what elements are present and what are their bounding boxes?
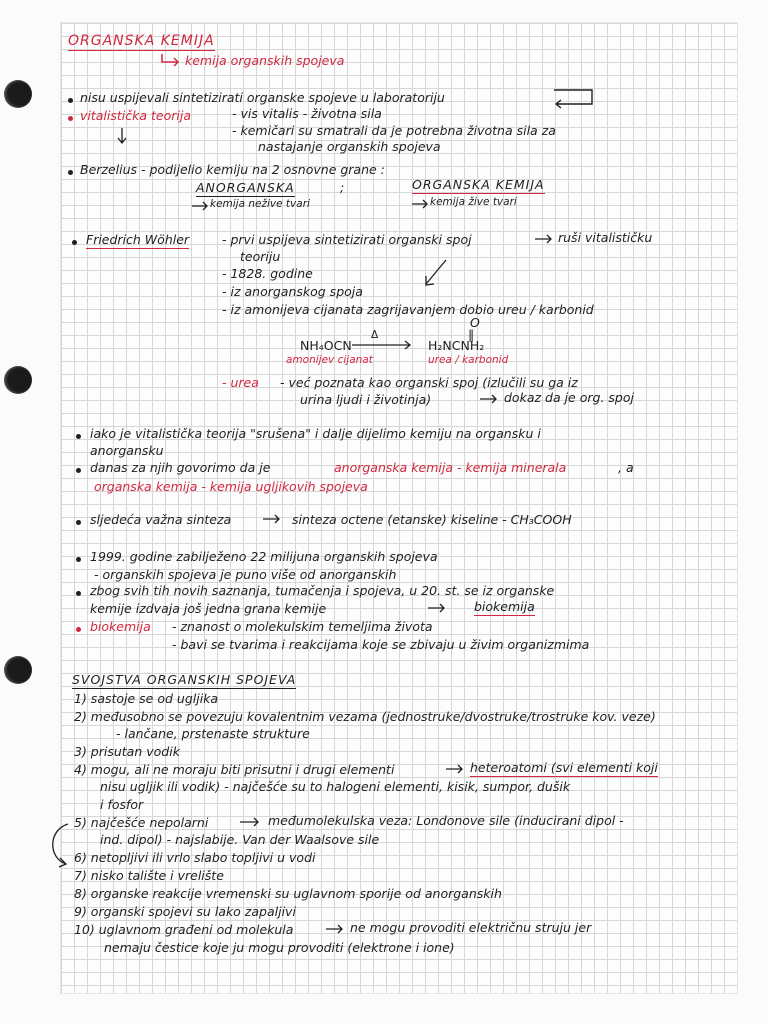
text-line: - iz anorganskog spoja: [222, 284, 363, 299]
text-line: iako je vitalistička teorija "srušena" i dalje dijelimo kemiju na organsku i: [90, 426, 541, 441]
text-line: - već poznata kao organski spoj (izlučili su ga iz: [280, 375, 578, 390]
arrow-icon: [192, 201, 210, 211]
term-urea: - urea: [222, 375, 259, 390]
term-anorganska: ANORGANSKA: [196, 180, 295, 195]
page-title: ORGANSKA KEMIJA: [68, 33, 215, 49]
arrow-icon: [240, 817, 262, 827]
list-item: međumolekulska veza: Londonove sile (inducirani dipol -: [268, 813, 624, 828]
definition: kemija nežive tvari: [210, 198, 310, 210]
return-arrow-icon: [552, 86, 597, 108]
down-arrow-icon: [117, 128, 127, 146]
punch-hole: [4, 80, 32, 108]
bullet-icon: [68, 170, 73, 175]
bullet-icon: [72, 240, 77, 245]
text-line: - vis vitalis - životna sila: [232, 106, 382, 121]
list-item: ne mogu provoditi električnu struju jer: [350, 920, 592, 935]
text-line: nastajanje organskih spojeva: [258, 139, 441, 154]
arrow-icon: [326, 924, 346, 934]
arrow-icon: [535, 234, 555, 244]
double-bond-mark: ‖: [468, 327, 475, 342]
reactant-formula: NH₄OCN: [300, 338, 352, 353]
bullet-icon: [68, 116, 73, 121]
curved-arrow-icon: [46, 822, 72, 868]
text-line: zbog svih tih novih saznanja, tumačenja i spojeva, u 20. st. se iz organske: [90, 583, 555, 598]
text-line: sinteza octene (etanske) kiseline - CH₃COOH: [292, 512, 572, 527]
arrow-icon: [263, 514, 283, 524]
text-line: - znanost o molekulskim temeljima života: [172, 619, 433, 634]
list-item: ind. dipol) - najslabije. Van der Waalsove sile: [100, 832, 380, 847]
text-line: kemije izdvaja još jedna grana kemije: [90, 601, 327, 616]
text-line: - prvi uspijeva sintetizirati organski spoj: [222, 232, 472, 247]
list-item: 3) prisutan vodik: [74, 744, 180, 759]
text-line: , a: [618, 460, 634, 475]
arrow-icon: [160, 54, 182, 66]
term-organska-kemija-def: organska kemija - kemija ugljikovih spojeva: [94, 479, 368, 494]
text-line: - bavi se tvarima i reakcijama koje se zbivaju u živim organizmima: [172, 637, 590, 652]
text-line: nisu uspijevali sintetizirati organske spojeve u laboratoriju: [80, 90, 445, 105]
list-item: nisu ugljik ili vodik) - najčešće su to halogeni elementi, kisik, sumpor, dušik: [100, 779, 571, 794]
list-item: - lančane, prstenaste strukture: [116, 726, 310, 741]
term-anorganska-kemija: anorganska kemija - kemija minerala: [334, 460, 567, 475]
text-line: - 1828. godine: [222, 266, 313, 281]
arrow-icon: [428, 603, 448, 613]
text-line: danas za njih govorimo da je: [90, 460, 271, 475]
bullet-icon: [68, 98, 73, 103]
separator: ;: [340, 180, 345, 195]
reaction-arrow-icon: [352, 340, 414, 350]
list-item: 6) netopljivi ili vrlo slabo topljivi u vodi: [74, 850, 316, 865]
punch-hole: [4, 366, 32, 394]
text-line: urina ljudi i životinja): [300, 392, 432, 407]
text-line: teoriju: [240, 249, 281, 264]
bullet-icon: [76, 434, 81, 439]
bullet-icon: [76, 468, 81, 473]
list-item: nemaju čestice koje ju mogu provoditi (elektrone i ione): [104, 940, 455, 955]
list-item: 7) nisko talište i vrelište: [74, 868, 224, 883]
list-item: 1) sastoje se od ugljika: [74, 691, 219, 706]
text-line: anorgansku: [90, 443, 164, 458]
text-line: Berzelius - podijelio kemiju na 2 osnovne grane :: [80, 162, 385, 177]
list-item: 4) mogu, ali ne moraju biti prisutni i drugi elementi: [74, 762, 395, 777]
text-line: 1999. godine zabilježeno 22 milijuna organskih spojeva: [90, 549, 438, 564]
arrow-icon: [446, 764, 466, 774]
page-subtitle: kemija organskih spojeva: [185, 53, 345, 68]
list-item: 5) najčešće nepolarni: [74, 815, 209, 830]
term-organska-kemija: ORGANSKA KEMIJA: [412, 177, 545, 192]
text-line: - organskih spojeva je puno više od anorganskih: [94, 567, 397, 582]
list-item: i fosfor: [100, 797, 144, 812]
text-line: sljedeća važna sinteza: [90, 512, 232, 527]
list-item: 10) uglavnom građeni od molekula: [74, 922, 294, 937]
arrow-icon: [412, 199, 430, 209]
term-biokemija-def: biokemija: [90, 619, 151, 634]
definition: kemija žive tvari: [430, 196, 517, 208]
text-line: dokaz da je org. spoj: [504, 390, 634, 405]
arrow-icon: [480, 394, 500, 404]
oxygen-label: O: [470, 315, 480, 330]
delta-sign: Δ: [371, 329, 379, 341]
bullet-icon: [76, 557, 81, 562]
bullet-icon: [76, 627, 81, 632]
term-friedrich-wohler: Friedrich Wöhler: [86, 232, 190, 247]
text-line: - kemičari su smatrali da je potrebna životna sila za: [232, 123, 556, 138]
list-item: 2) međusobno se povezuju kovalentnim vezama (jednostruke/dvostruke/trostruke kov. veze): [74, 709, 656, 724]
product-formula: H₂NCNH₂: [428, 338, 485, 353]
punch-hole: [4, 656, 32, 684]
bullet-icon: [76, 520, 81, 525]
reactant-name: amonijev cijanat: [286, 354, 373, 366]
list-item: 8) organske reakcije vremenski su uglavnom sporije od anorganskih: [74, 886, 502, 901]
section-heading: SVOJSTVA ORGANSKIH SPOJEVA: [72, 672, 297, 687]
list-item: 9) organski spojevi su lako zapaljivi: [74, 904, 296, 919]
term-biokemija: biokemija: [474, 599, 535, 614]
diagonal-arrow-icon: [420, 258, 450, 288]
text-line: ruši vitalističku: [558, 230, 653, 245]
text-line: - iz amonijeva cijanata zagrijavanjem dobio ureu / karbonid: [222, 302, 594, 317]
term-heteroatomi: heteroatomi (svi elementi koji: [470, 760, 658, 775]
product-name: urea / karbonid: [428, 354, 509, 366]
term-vitalisticka-teorija: vitalistička teorija: [80, 108, 191, 123]
bullet-icon: [76, 591, 81, 596]
